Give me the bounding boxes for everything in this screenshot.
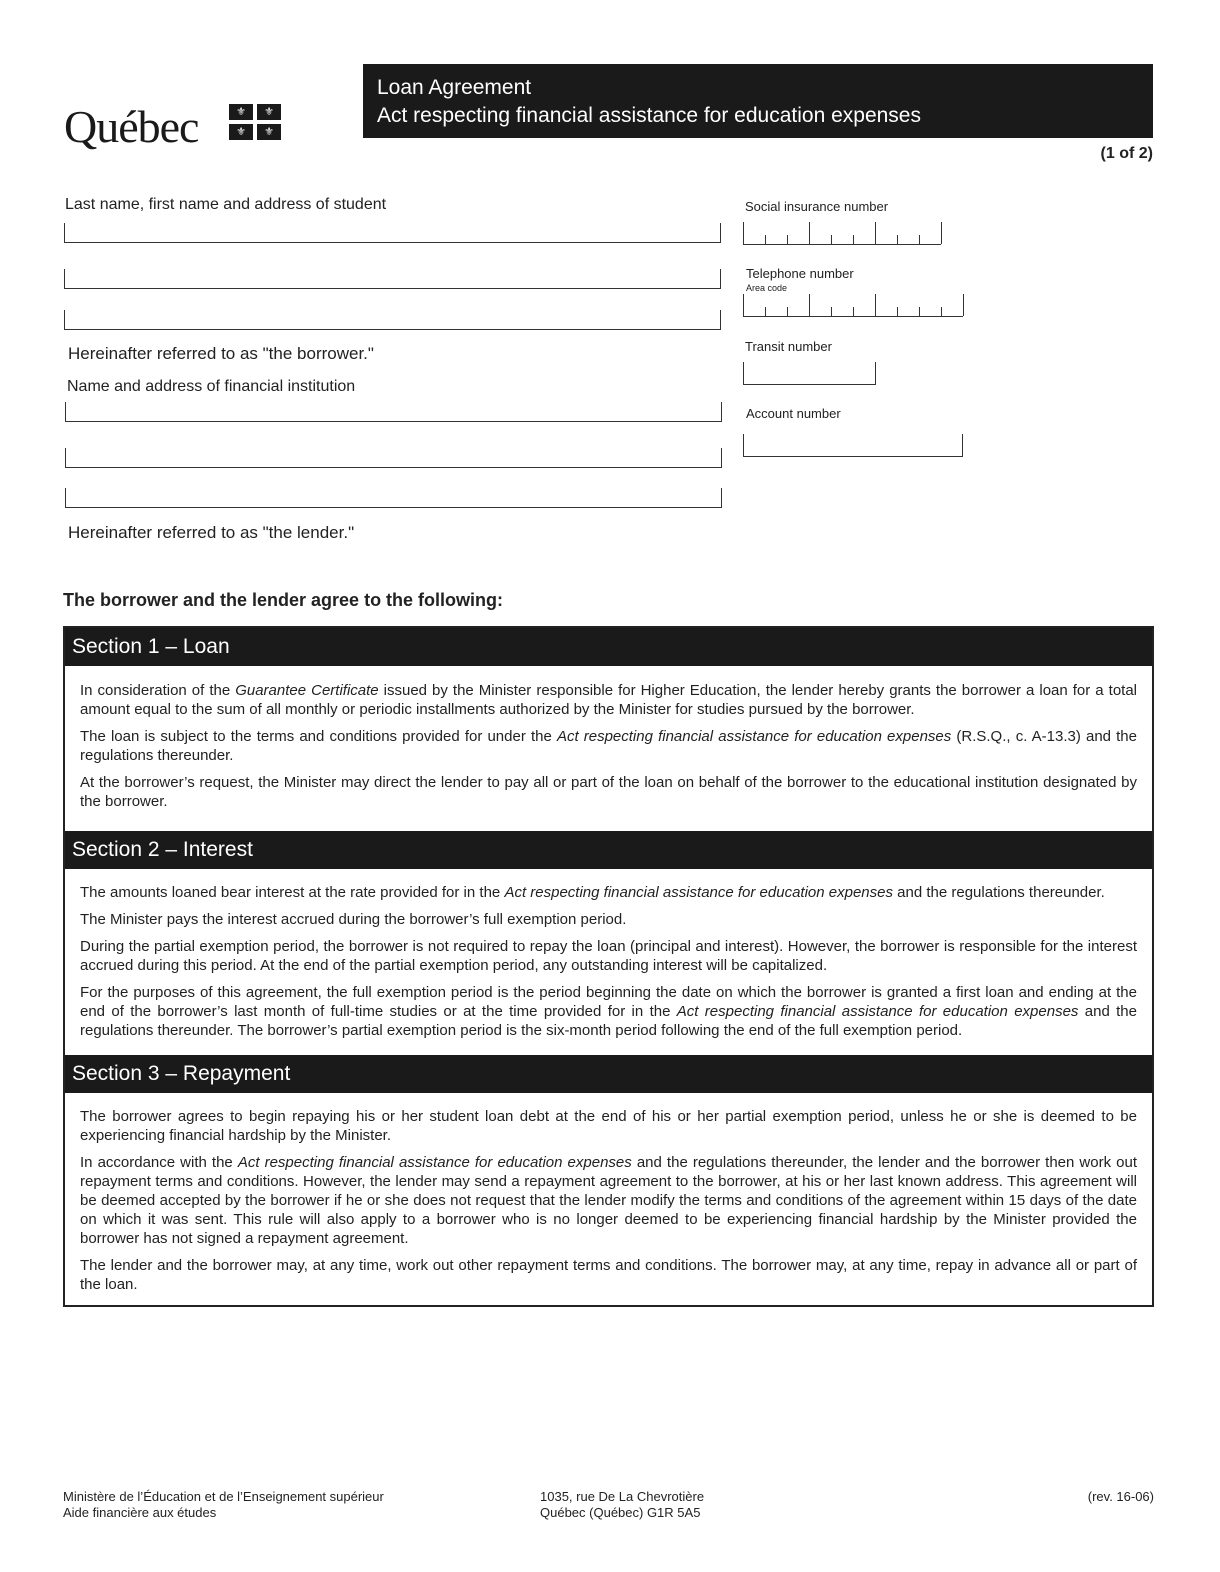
- italic-reference: Guarantee Certificate: [235, 682, 379, 699]
- italic-reference: Act respecting financial assistance for education expenses: [504, 884, 893, 901]
- text: issued by the Minister responsible for Higher Education, the lender hereby grants the borrower a loan for a total amount equal to the sum of all monthly or periodic installments authorized by the Minister for studies pursued by the borrower.: [80, 682, 1138, 718]
- text: The borrower agrees to begin repaying his or her student loan debt at the end of his or her partial exemption period, unless he or she is deemed to be experiencing financial hardship by the Minister.: [80, 1108, 1137, 1144]
- text: and the regulations thereunder.: [893, 884, 1105, 901]
- text: (R.S.Q., c. A-13.3) and the regulations thereunder.: [80, 728, 1137, 764]
- sin-field[interactable]: [743, 222, 941, 245]
- paragraph: [80, 1107, 1137, 1145]
- area-code-label: Area code: [746, 283, 788, 293]
- digit-divider: [897, 307, 898, 316]
- paragraph: [80, 1256, 1137, 1294]
- text: In consideration of the: [80, 682, 236, 699]
- agreement-heading: The borrower and the lender agree to the following:: [63, 590, 504, 610]
- telephone-label: Telephone number: [746, 266, 854, 281]
- institution-field-2[interactable]: [65, 448, 722, 468]
- account-field[interactable]: [743, 434, 963, 457]
- section-2-body: [80, 883, 1137, 1048]
- digit-divider: [875, 294, 876, 316]
- digit-divider: [853, 235, 854, 244]
- text: In accordance with the: [80, 1154, 238, 1171]
- text: At the borrower’s request, the Minister may direct the lender to pay all or part of the loan on behalf of the borrower to the educational institution designated by the borrower.: [80, 774, 1137, 810]
- digit-divider: [765, 307, 766, 316]
- digit-divider: [765, 235, 766, 244]
- paragraph: [80, 910, 1137, 929]
- student-field-3[interactable]: [64, 310, 721, 330]
- text: The amounts loaned bear interest at the rate provided for in the: [80, 884, 505, 901]
- section-3-header: Section 3 – Repayment: [65, 1055, 1152, 1093]
- digit-divider: [831, 235, 832, 244]
- paragraph: [80, 681, 1137, 719]
- digit-divider: [787, 235, 788, 244]
- digit-divider: [941, 307, 942, 316]
- italic-reference: Act respecting financial assistance for education expenses: [556, 728, 952, 745]
- page-number: (1 of 2): [1100, 145, 1153, 162]
- italic-reference: Act respecting financial assistance for education expenses: [676, 1003, 1079, 1020]
- quebec-logo: Québec: [64, 101, 199, 152]
- paragraph: [80, 883, 1137, 902]
- transit-field[interactable]: [743, 362, 876, 385]
- footer-address: [540, 1489, 704, 1521]
- borrower-note: Hereinafter referred to as "the borrower.": [68, 344, 374, 363]
- title-line2: Act respecting financial assistance for education expenses: [377, 104, 921, 127]
- italic-reference: Act respecting financial assistance for education expenses: [237, 1154, 632, 1171]
- text: The Minister pays the interest accrued during the borrower’s full exemption period.: [80, 911, 627, 928]
- digit-divider: [919, 307, 920, 316]
- text: and the regulations thereunder. The borrower’s partial exemption period is the six-month period following the end of the full exemption period.: [80, 1003, 1137, 1039]
- sin-label: Social insurance number: [745, 199, 889, 214]
- text: The lender and the borrower may, at any time, work out other repayment terms and conditions. The borrower may, at any time, repay in advance all or part of the loan.: [80, 1257, 1137, 1293]
- digit-divider: [897, 235, 898, 244]
- paragraph: [80, 983, 1137, 1040]
- text: For the purposes of this agreement, the full exemption period is the period beginning the date on which the borrower is granted a first loan and ending at the end of the borrower’s last month of full-time studies or at the time provided for in the: [80, 984, 1137, 1020]
- section-3-body: [80, 1107, 1137, 1302]
- paragraph: [80, 727, 1137, 765]
- revision: (rev. 16-06): [1087, 1489, 1154, 1504]
- institution-field-1[interactable]: [65, 402, 722, 422]
- digit-divider: [787, 307, 788, 316]
- ministry-name: Ministère de l’Éducation et de l’Enseignement supérieur: [63, 1489, 384, 1504]
- institution-field-3[interactable]: [65, 488, 722, 508]
- address-street: 1035, rue De La Chevrotière: [540, 1489, 705, 1504]
- sections-box: [63, 626, 1154, 1307]
- fleur-de-lis-flag-icon: ⚜ ⚜ ⚜ ⚜: [229, 104, 281, 140]
- address-city: Québec (Québec) G1R 5A5: [540, 1505, 701, 1520]
- department-name: Aide financière aux études: [63, 1505, 217, 1520]
- text: and the regulations thereunder, the lender and the borrower then work out repayment terms and conditions. However, the lender may send a repayment agreement to the borrower, at his or her last known address. This agreement will be deemed accepted by the borrower if he or she does not request that the lender modify the terms and conditions of the agreement within 15 days of the date on which it was sent. This rule will also apply to a borrower who is no longer deemed to be experiencing financial hardship by the Minister provided the borrower has not signed a repayment agreement.: [80, 1154, 1138, 1247]
- digit-divider: [853, 307, 854, 316]
- digit-divider: [809, 294, 810, 316]
- text: During the partial exemption period, the borrower is not required to repay the loan (principal and interest). However, the borrower is responsible for the interest accrued during this period. At the end of the partial exemption period, any outstanding interest will be capitalized.: [80, 938, 1137, 974]
- institution-label: Name and address of financial institution: [67, 378, 356, 395]
- student-field-1[interactable]: [64, 223, 721, 243]
- digit-divider: [919, 235, 920, 244]
- digit-divider: [743, 294, 744, 316]
- digit-divider: [963, 294, 964, 316]
- form-title: [363, 64, 1153, 138]
- digit-divider: [809, 222, 810, 244]
- section-1-body: [80, 681, 1137, 819]
- text: The loan is subject to the terms and conditions provided for under the: [80, 728, 557, 745]
- telephone-field[interactable]: [743, 294, 963, 317]
- lender-note: Hereinafter referred to as "the lender.": [68, 523, 355, 542]
- section-1-header: Section 1 – Loan: [65, 628, 1152, 666]
- footer-ministry: [63, 1489, 384, 1521]
- paragraph: [80, 937, 1137, 975]
- paragraph: [80, 1153, 1137, 1248]
- student-field-2[interactable]: [64, 269, 721, 289]
- digit-divider: [743, 222, 744, 244]
- transit-label: Transit number: [745, 339, 832, 354]
- title-line1: Loan Agreement: [377, 76, 532, 99]
- paragraph: [80, 773, 1137, 811]
- digit-divider: [831, 307, 832, 316]
- digit-divider: [875, 222, 876, 244]
- section-2-header: Section 2 – Interest: [65, 831, 1152, 869]
- student-label: Last name, first name and address of student: [65, 196, 387, 213]
- digit-divider: [941, 222, 942, 244]
- account-label: Account number: [746, 406, 841, 421]
